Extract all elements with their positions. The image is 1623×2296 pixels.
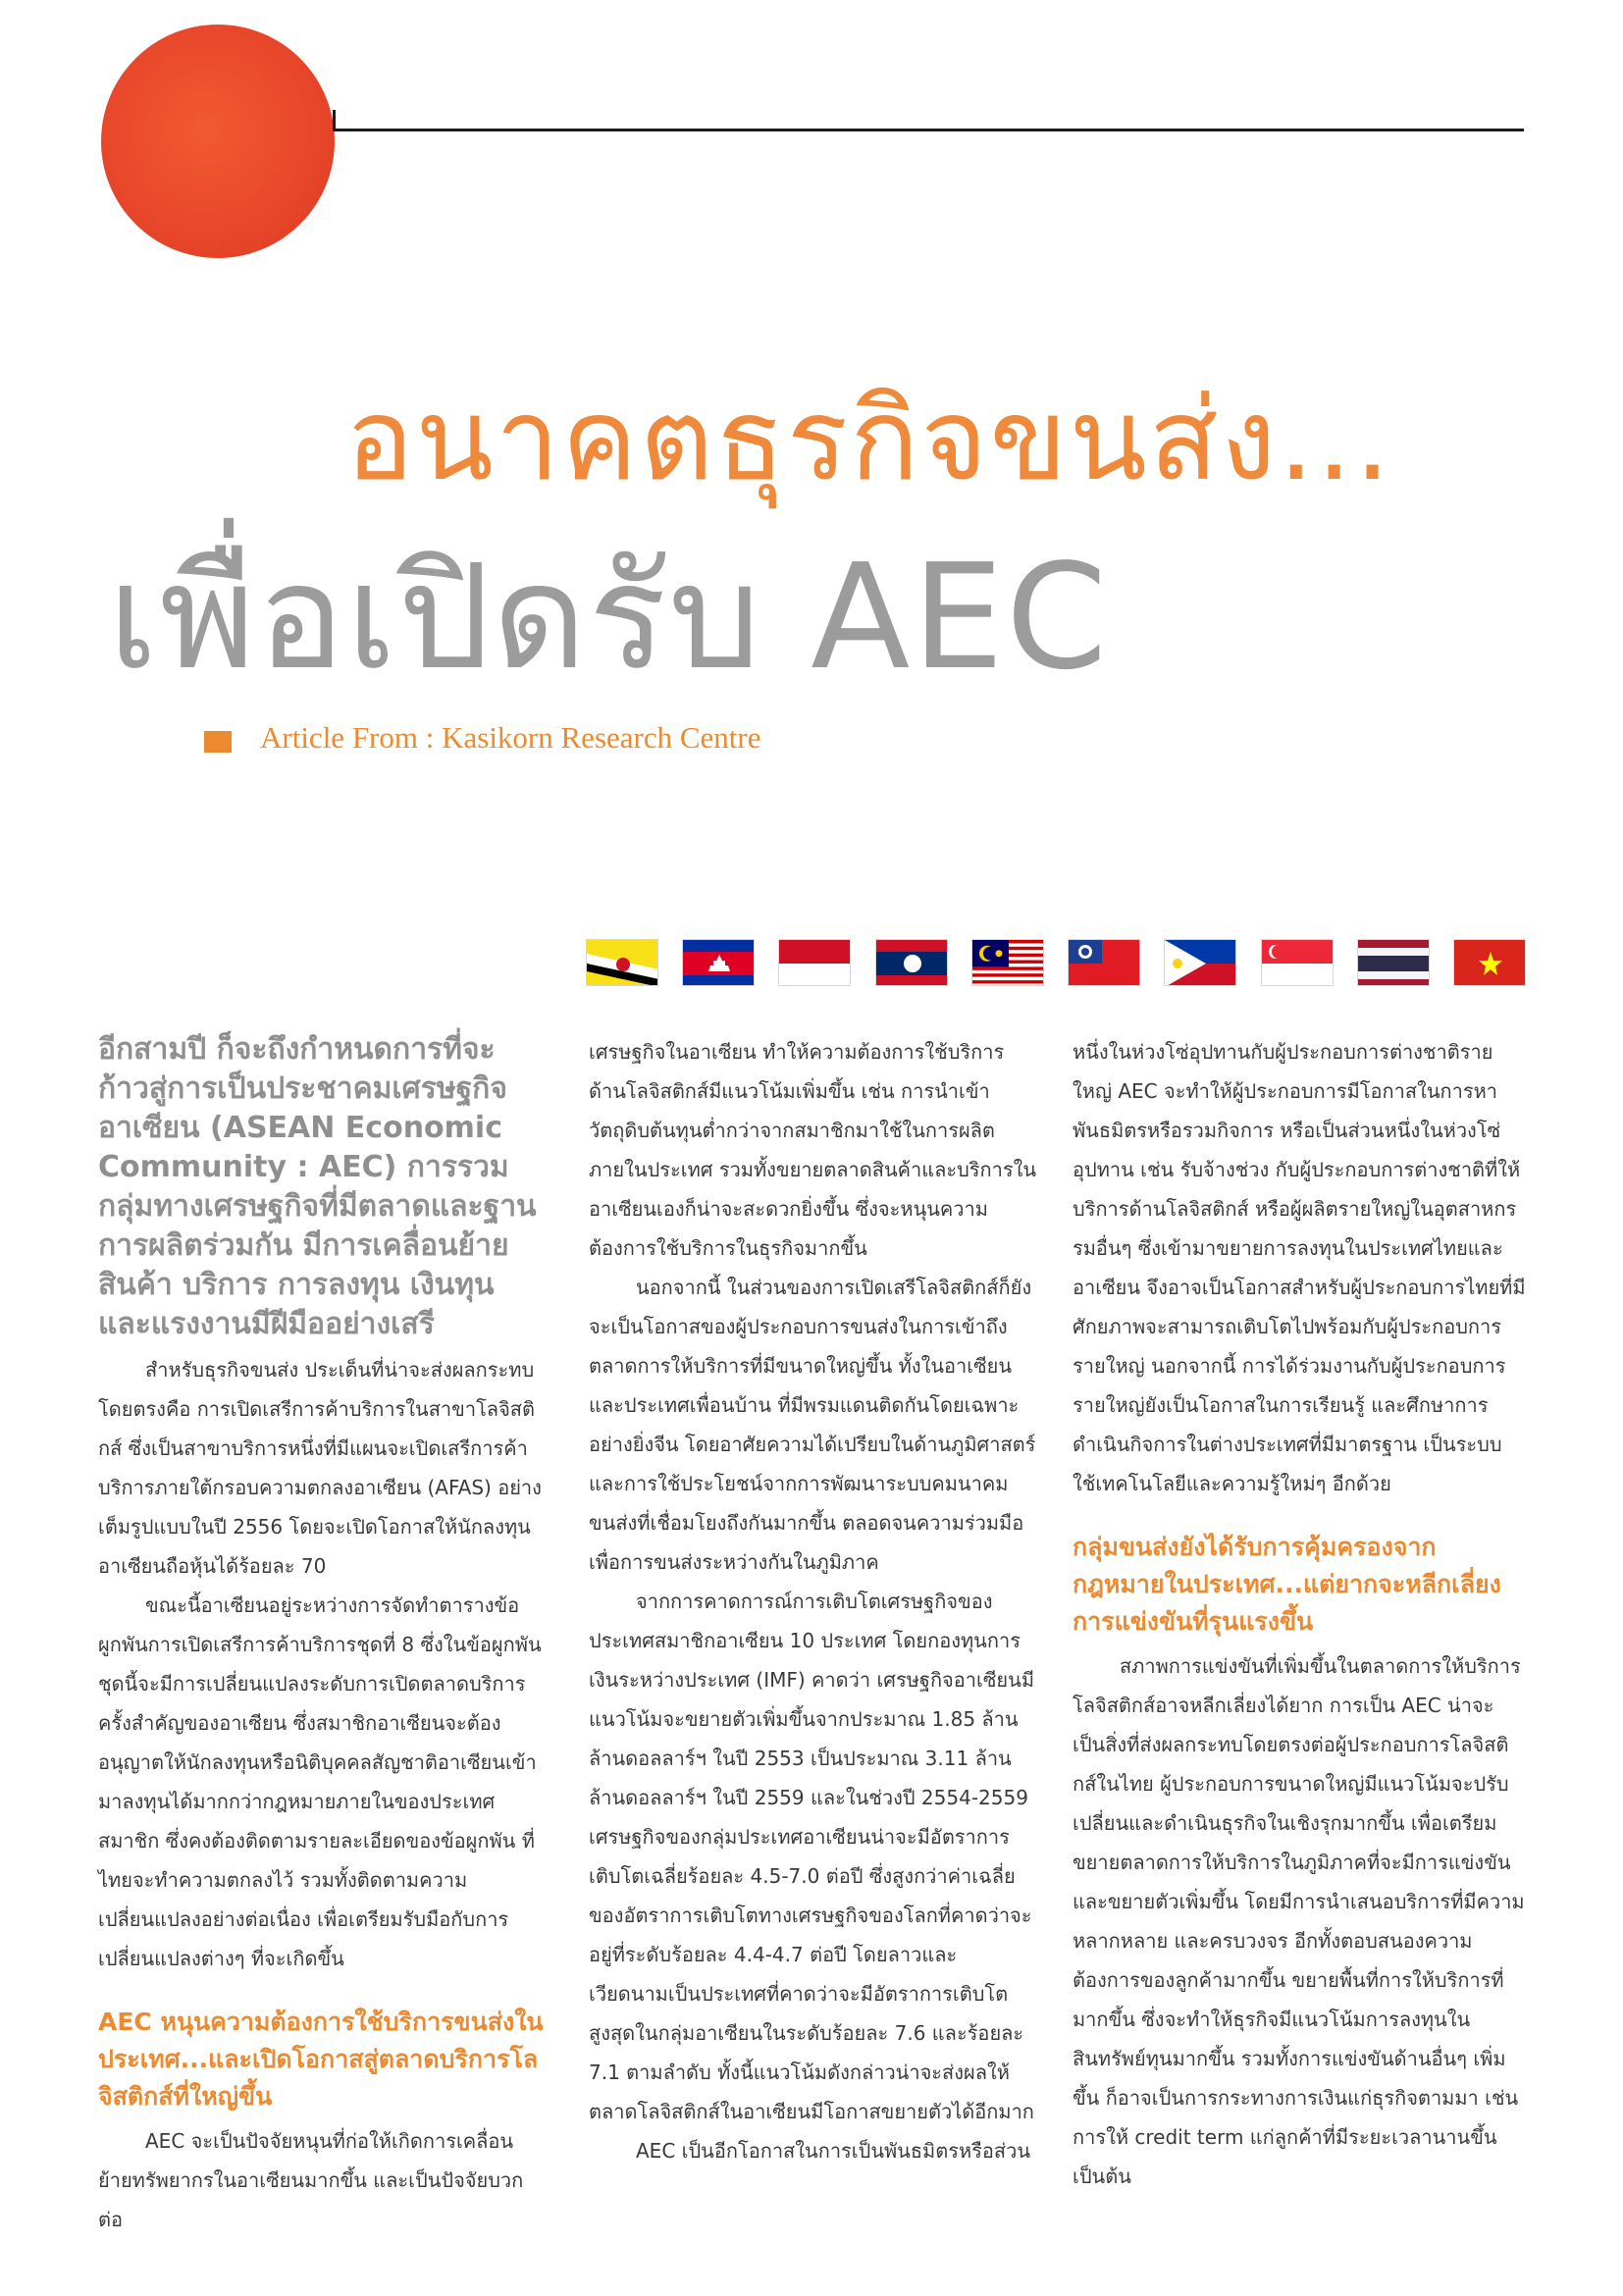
- article-paragraph: ขณะนี้อาเซียนอยู่ระหว่างการจัดทำตารางข้อผูกพันการเปิดเสรีการค้าบริการชุดที่ 8 ซึ่งในข้อผูกพันชุดนี้จะมีการเปลี่ยนแปลงระดับการเปิดตลาดบริการครั้งสำคัญของอาเซียน ซึ่งสมาชิกอาเซียนจะต้องอนุญาตให้นักลงทุนหรือนิติบุคคลสัญชาติอาเซียนเข้ามาลงทุนได้มากกว่ากฎหมายภายในของประเทศสมาชิก ซึ่งคงต้องติดตามรายละเอียดของข้อผูกพัน ที่ไทยจะทำความตกลงไว้ รวมทั้งติดตามความเปลี่ยนแปลงอย่างต่อเนื่อง เพื่อเตรียมรับมือกับการเปลี่ยนแปลงต่างๆ ที่จะเกิดขึ้น: [98, 1593, 542, 1970]
- section-heading: AEC หนุนความต้องการใช้บริการขนส่งในประเทศ...และเปิดโอกาสสู่ตลาดบริการโลจิสติกส์ที่ใหญ่ขึ้น: [98, 2008, 544, 2111]
- asean-flags-row: [586, 939, 1526, 986]
- byline-square-icon: [204, 731, 232, 753]
- title-line-1: อนาคตธุรกิจขนส่ง...: [345, 374, 1392, 506]
- article-paragraph: AEC จะเป็นปัจจัยหนุนที่ก่อให้เกิดการเคลื่อนย้ายทรัพยากรในอาเซียนมากขึ้น และเป็นปัจจัยบวกต่อ: [98, 2129, 524, 2231]
- article-paragraph: เศรษฐกิจในอาเซียน ทำให้ความต้องการใช้บริการด้านโลจิสติกส์มีแนวโน้มเพิ่มขึ้น เช่น การนำเข้าวัตถุดิบต้นทุนต่ำกว่าจากสมาชิกมาใช้ในการผลิตภายในประเทศ รวมทั้งขยายตลาดสินค้าและบริการในอาเซียนเองก็น่าจะสะดวกยิ่งขึ้น ซึ่งจะหนุนความต้องการใช้บริการในธุรกิจมากขึ้น: [589, 1040, 1037, 1260]
- vietnam-flag-icon: [1453, 939, 1526, 986]
- article-paragraph: AEC เป็นอีกโอกาสในการเป็นพันธมิตรหรือส่วน: [636, 2139, 1031, 2163]
- indonesia-flag-icon: [778, 939, 851, 986]
- article-lead: อีกสามปี ก็จะถึงกำหนดการที่จะก้าวสู่การเป็นประชาคมเศรษฐกิจอาเซียน (ASEAN Economic Community : AEC) การรวมกลุ่มทางเศรษฐกิจที่มีตลาดและฐานการผลิตร่วมกัน มีการเคลื่อนย้ายสินค้า บริการ การลงทุน เงินทุน และแรงงานมีฝีมืออย่างเสรี: [98, 1032, 537, 1341]
- thailand-flag-icon: [1357, 939, 1430, 986]
- laos-flag-icon: [875, 939, 948, 986]
- header-rule: [335, 129, 1524, 131]
- article-column-1: [98, 1030, 546, 2239]
- singapore-flag-icon: [1261, 939, 1334, 986]
- malaysia-flag-icon: [971, 939, 1044, 986]
- decorative-red-circle: [101, 25, 335, 258]
- myanmar-flag-icon: [1068, 939, 1140, 986]
- philippines-flag-icon: [1164, 939, 1236, 986]
- article-paragraph: หนึ่งในห่วงโซ่อุปทานกับผู้ประกอบการต่างชาติรายใหญ่ AEC จะทำให้ผู้ประกอบการมีโอกาสในการหาพันธมิตรหรือรวมกิจการ หรือเป็นส่วนหนึ่งในห่วงโซ่อุปทาน เช่น รับจ้างช่วง กับผู้ประกอบการต่างชาติที่ให้บริการด้านโลจิสติกส์ หรือผู้ผลิตรายใหญ่ในอุตสาหกรรมอื่นๆ ซึ่งเข้ามาขยายการลงทุนในประเทศไทยและอาเซียน จึงอาจเป็นโอกาสสำหรับผู้ประกอบการไทยที่มีศักยภาพจะสามารถเติบโตไปพร้อมกับผู้ประกอบการรายใหญ่ นอกจากนี้ การได้ร่วมงานกับผู้ประกอบการรายใหญ่ยังเป็นโอกาสในการเรียนรู้ และศึกษาการดำเนินกิจการในต่างประเทศที่มีมาตรฐาน เป็นระบบ ใช้เทคโนโลยีและความรู้ใหม่ๆ อีกด้วย: [1073, 1040, 1526, 1495]
- article-column-2: [589, 1032, 1040, 2170]
- title-line-2: เพื่อเปิดรับ AEC: [108, 533, 1110, 702]
- article-column-3: [1073, 1032, 1526, 2196]
- cambodia-flag-icon: [682, 939, 755, 986]
- byline: Article From : Kasikorn Research Centre: [260, 720, 761, 755]
- brunei-flag-icon: [586, 939, 658, 986]
- article-paragraph: สำหรับธุรกิจขนส่ง ประเด็นที่น่าจะส่งผลกระทบโดยตรงคือ การเปิดเสรีการค้าบริการในสาขาโลจิสติกส์ ซึ่งเป็นสาขาบริการหนึ่งที่มีแผนจะเปิดเสรีการค้าบริการภายใต้กรอบความตกลงอาเซียน (AFAS) อย่างเต็มรูปแบบในปี 2556 โดยจะเปิดโอกาสให้นักลงทุนอาเซียนถือหุ้นได้ร้อยละ 70: [98, 1358, 542, 1578]
- article-paragraph: สภาพการแข่งขันที่เพิ่มขึ้นในตลาดการให้บริการโลจิสติกส์อาจหลีกเลี่ยงได้ยาก การเป็น AEC น่าจะเป็นสิ่งที่ส่งผลกระทบโดยตรงต่อผู้ประกอบการโลจิสติกส์ในไทย ผู้ประกอบการขนาดใหญ่มีแนวโน้มจะปรับเปลี่ยนและดำเนินธุรกิจในเชิงรุกมากขึ้น เพื่อเตรียมขยายตลาดการให้บริการในภูมิภาคที่จะมีการแข่งขันและขยายตัวเพิ่มขึ้น โดยมีการนำเสนอบริการที่มีความหลากหลาย และครบวงจร อีกทั้งตอบสนองความต้องการของลูกค้ามากขึ้น ขยายพื้นที่การให้บริการที่มากขึ้น ซึ่งจะทำให้ธุรกิจมีแนวโน้มการลงทุนในสินทรัพย์ทุนมากขึ้น รวมทั้งการแข่งขันด้านอื่นๆ เพิ่มขึ้น ก็อาจเป็นการกระทางการเงินแก่ธุรกิจตามมา เช่น การให้ credit term แก่ลูกค้าที่มีระยะเวลานานขึ้น เป็นต้น: [1073, 1654, 1525, 2188]
- article-paragraph: จากการคาดการณ์การเติบโตเศรษฐกิจของประเทศสมาชิกอาเซียน 10 ประเทศ โดยกองทุนการเงินระหว่างประเทศ (IMF) คาดว่า เศรษฐกิจอาเซียนมีแนวโน้มจะขยายตัวเพิ่มขึ้นจากประมาณ 1.85 ล้านล้านดอลลาร์ฯ ในปี 2553 เป็นประมาณ 3.11 ล้านล้านดอลลาร์ฯ ในปี 2559 และในช่วงปี 2554-2559 เศรษฐกิจของกลุ่มประเทศอาเซียนน่าจะมีอัตราการเติบโตเฉลี่ยร้อยละ 4.5-7.0 ต่อปี ซึ่งสูงกว่าค่าเฉลี่ยของอัตราการเติบโตทางเศรษฐกิจของโลกที่คาดว่าจะอยู่ที่ระดับร้อยละ 4.4-4.7 ต่อปี โดยลาวและ เวียดนามเป็นประเทศที่คาดว่าจะมีอัตราการเติบโตสูงสุดในกลุ่มอาเซียนในระดับร้อยละ 7.6 และร้อยละ 7.1 ตามลำดับ ทั้งนี้แนวโน้มดังกล่าวน่าจะส่งผลให้ตลาดโลจิสติกส์ในอาเซียนมีโอกาสขยายตัวได้อีกมาก: [589, 1590, 1035, 2123]
- article-paragraph: นอกจากนี้ ในส่วนของการเปิดเสรีโลจิสติกส์ก็ยังจะเป็นโอกาสของผู้ประกอบการขนส่งในการเข้าถึงตลาดการให้บริการที่มีขนาดใหญ่ขึ้น ทั้งในอาเซียนและประเทศเพื่อนบ้าน ที่มีพรมแดนติดกันโดยเฉพาะอย่างยิ่งจีน โดยอาศัยความได้เปรียบในด้านภูมิศาสตร์และการใช้ประโยชน์จากการพัฒนาระบบคมนาคมขนส่งที่เชื่อมโยงถึงกันมากขึ้น ตลอดจนความร่วมมือเพื่อการขนส่งระหว่างกันในภูมิภาค: [589, 1276, 1036, 1574]
- section-heading: กลุ่มขนส่งยังได้รับการคุ้มครองจากกฎหมายในประเทศ...แต่ยากจะหลีกเลี่ยงการแข่งขันที่รุนแรงขึ้น: [1073, 1533, 1501, 1636]
